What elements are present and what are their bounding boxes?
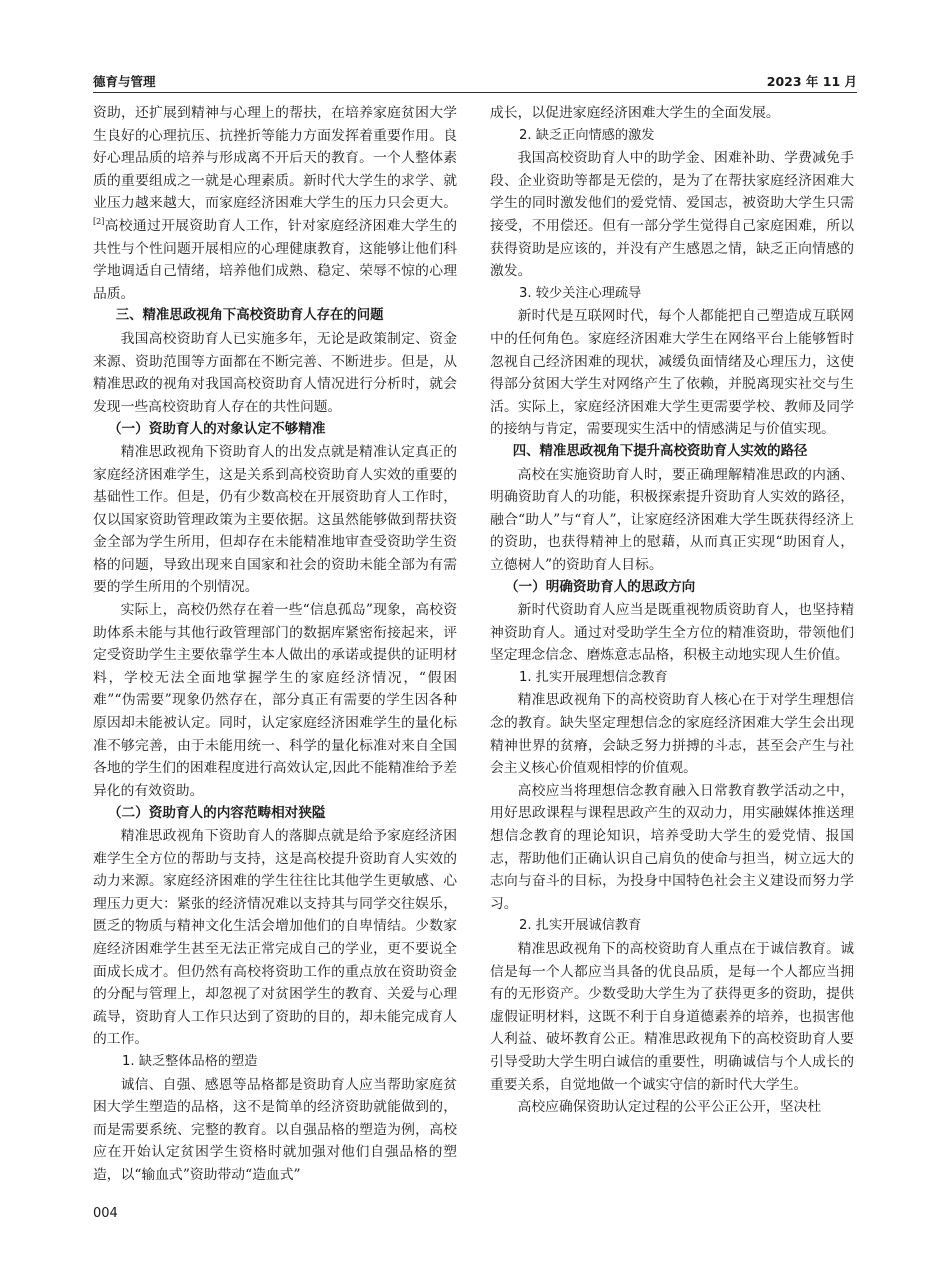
paragraph-text: 高校通过开展资助育人工作，针对家庭经济困难大学生的共性与个性问题开展相应的心理健康教育，这能够让他们科学地调适自己情绪，培养他们成熟、稳定、荣辱不惊的心理品质。 xyxy=(93,217,457,302)
issue-date: 2023 年 11 月 xyxy=(766,74,857,89)
paragraph: 新时代是互联网时代，每个人都能把自己塑造成互联网中的任何角色。家庭经济困难大学生在网络平台上能够暂时忽视自己经济困难的现状，减缓负面情绪及心理压力，这使得部分贫困大学生对网络产生了依赖，并脱离现实社交与生活。实际上，家庭经济困难大学生更需要学校、教师及同学的接纳与肯定，需要现实生活中的情感满足与价值实现。 xyxy=(490,308,854,438)
paragraph: 高校应当将理想信念教育融入日常教育教学活动之中，用好思政课程与课程思政产生的双动力，用实融媒体推送理想信念教育的理论知识，培养受助大学生的爱党情、报国志，帮助他们正确认识自己肩负的使命与担当，树立远大的志向与奋斗的目标，为投身中国特色社会主义建设而努力学习。 xyxy=(490,782,854,912)
paragraph: 精准思政视角下的高校资助育人核心在于对学生理想信念的教育。缺失坚定理想信念的家庭经济困难大学生会出现精神世界的贫瘠，会缺乏努力拼搏的斗志，甚至会产生与社会主义核心价值观相悖的价值观。 xyxy=(490,692,854,777)
paragraph xyxy=(93,102,457,305)
paragraph: 诚信、自强、感恩等品格都是资助育人应当帮助家庭贫困大学生塑造的品格，这不是简单的经济资助就能做到的，而是需要系统、完整的教育。以自强品格的塑造为例，高校应在开始认定贫困学生资格时就加强对他们自强品格的塑造，以“输血式”资助带动“造血式” xyxy=(93,1076,457,1183)
paragraph: 我国高校资助育人已实施多年，无论是政策制定、资金来源、资助范围等方面都在不断完善、不断进步。但是，从精准思政的视角对我国高校资助育人情况进行分析时，就会发现一些高校资助育人存在的共性问题。 xyxy=(93,330,457,415)
subsection-heading: （一）资助育人的对象认定不够精准 xyxy=(107,421,326,438)
paragraph: 高校应确保资助认定过程的公平公正公开，坚决杜 xyxy=(517,1099,822,1116)
paragraph: 精准思政视角下资助育人的出发点就是精准认定真正的家庭经济困难学生，这是关系到高校资助育人实效的重要的基础性工作。但是，仍有少数高校在开展资助育人工作时，仅以国家资助管理政策为主要依据。这虽然能够做到帮扶资金全部为学生所用，但却存在未能精准地审查受资助学生资格的问题，导致出现来自国家和社会的资助未能全部为有需要的学生所用的个别情况。 xyxy=(93,443,457,596)
paragraph: 成长，以促进家庭经济困难大学生的全面发展。 xyxy=(490,105,780,121)
numbered-heading: 3. 较少关注心理疏导 xyxy=(519,285,642,301)
header-rule xyxy=(93,92,857,93)
paragraph: 高校在实施资助育人时，要正确理解精准思政的内涵、明确资助育人的功能，积极探索提升资助育人实效的路径，融合“助人”与“育人”，让家庭经济困难大学生既获得经济上的资助，也获得精神上的慰藉，从而真正实现“助困育人，立德树人”的资助育人目标。 xyxy=(490,466,854,573)
numbered-heading: 1. 扎实开展理想信念教育 xyxy=(519,669,668,685)
citation-ref: [2] xyxy=(93,216,105,226)
right-column xyxy=(490,102,854,1119)
paragraph: 精准思政视角下的高校资助育人重点在于诚信教育。诚信是每一个人都应当具备的优良品质，是每一个人都应当拥有的无形资产。少数受助大学生为了获得更多的资助，提供虚假证明材料，这既不利于自身道德素养的培养，也损害他人利益、破坏教育公正。精准思政视角下的高校资助育人要引导受助大学生明白诚信的重要性，明确诚信与个人成长的重要关系，自觉地做一个诚实守信的新时代大学生。 xyxy=(490,940,854,1093)
section-heading: 三、精准思政视角下高校资助育人存在的问题 xyxy=(115,308,384,324)
paragraph: 新时代资助育人应当是既重视物质资助育人，也坚持精神资助育人。通过对受助学生全方位的精准资助，带领他们坚定理念信念、磨炼意志品格，积极主动地实现人生价值。 xyxy=(490,602,854,664)
journal-section-title: 德育与管理 xyxy=(93,74,156,89)
numbered-heading: 2. 缺乏正向情感的激发 xyxy=(519,127,655,143)
paragraph-text: 资助，还扩展到精神与心理上的帮扶，在培养家庭贫困大学生良好的心理抗压、抗挫折等能力方面发挥着重要作用。良好心理品质的培养与形成离不开后天的教育。一个人整体素质的重要组成之一就是心理素质。新时代大学生的求学、就业压力越来越大，而家庭经济困难大学生的压力只会更大。 xyxy=(93,105,457,212)
subsection-heading: （一）明确资助育人的思政方向 xyxy=(504,579,696,596)
subsection-heading: （二）资助育人的内容范畴相对狭隘 xyxy=(107,805,326,822)
running-header xyxy=(93,70,857,90)
page-number: 004 xyxy=(93,1206,118,1221)
left-column xyxy=(93,102,457,1187)
paragraph: 实际上，高校仍然存在着一些“信息孤岛”现象，高校资助体系未能与其他行政管理部门的数据库紧密衔接起来，评定受资助学生主要依靠学生本人做出的承诺或提供的证明材料，学校无法全面地掌握学生的家庭经济情况，“假困难”“伪需要”现象仍然存在，部分真正有需要的学生因各种原因却未能被认定。同时，认定家庭经济困难学生的量化标准不够完善，由于未能用统一、科学的量化标准对来自全国各地的学生们的困难程度进行高效认定,因此不能精准给予差异化的有效资助。 xyxy=(93,602,457,799)
paragraph: 我国高校资助育人中的助学金、困难补助、学费减免手段、企业资助等都是无偿的，是为了在帮扶家庭经济困难大学生的同时激发他们的爱党情、爱国志，被资助大学生只需接受，不用偿还。但有一部分学生觉得自己家庭困难，所以获得资助是应该的，并没有产生感恩之情，缺乏正向情感的激发。 xyxy=(490,150,854,280)
section-heading: 四、精准思政视角下提升高校资助育人实效的路径 xyxy=(512,443,808,459)
paragraph: 精准思政视角下资助育人的落脚点就是给予家庭经济困难学生全方位的帮助与支持，这是高校提升资助育人实效的动力来源。家庭经济困难的学生往往比其他学生更敏感、心理压力更大：紧张的经济情况难以支持其与同学交往娱乐，匮乏的物质与精神文化生活会增加他们的自卑情结。少数家庭经济困难学生甚至无法正常完成自己的学业，更不要说全面成长成才。但仍然有高校将资助工作的重点放在资助资金的分配与管理上，却忽视了对贫困学生的教育、关爱与心理疏导，资助育人工作只达到了资助的目的，却未能完成育人的工作。 xyxy=(93,828,457,1048)
numbered-heading: 1. 缺乏整体品格的塑造 xyxy=(122,1053,258,1069)
numbered-heading: 2. 扎实开展诚信教育 xyxy=(519,918,642,934)
